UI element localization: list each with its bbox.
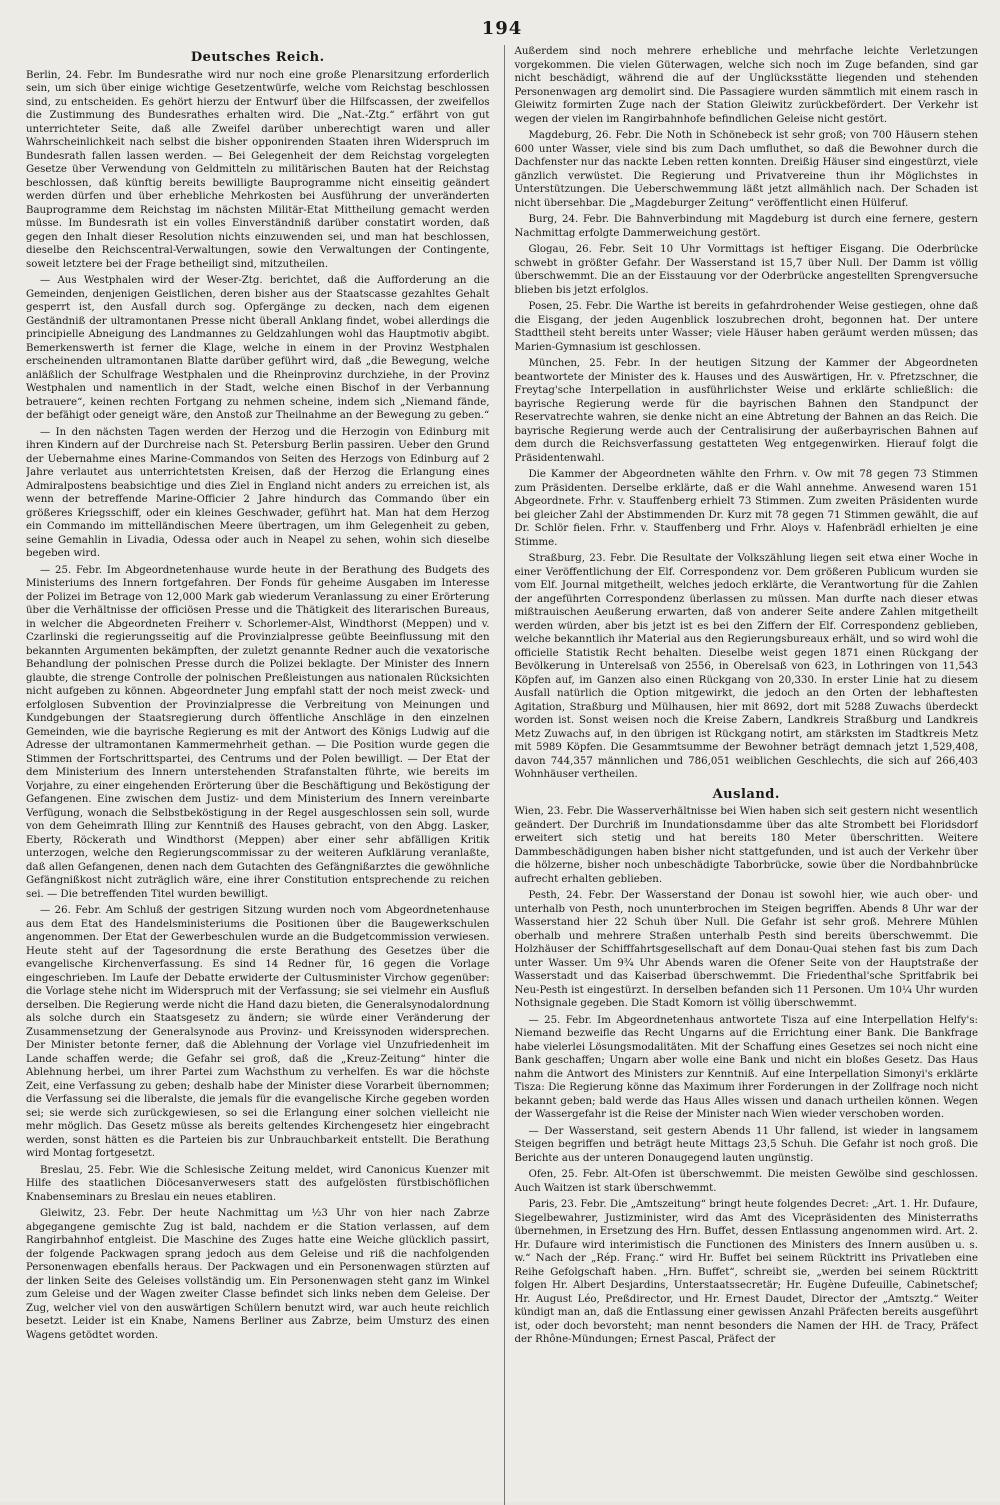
article-glogau: Glogau, 26. Febr. Seit 10 Uhr Vormittags ist heftiger Eisgang. Die Oderbrücke schwebt in größter Gefahr. Der Wasserstand ist 15,7 über Null. Der Damm ist völlig überschwemmt. Die an der Eisstauung vor der Oderbrücke angestellten Sprengversuche blieben bis jetzt erfolglos. — [514, 244, 978, 296]
left-column — [26, 45, 490, 1505]
article-edinburg: — In den nächsten Tagen werden der Herzog und die Herzogin von Edinburg mit ihren Kindern auf der Durchreise nach St. Petersburg Berlin passiren. Ueber den Grund der Uebernahme eines Marine-Commandos von Seiten des Herzogs von Edinburg auf 2 Jahre verlautet aus unterrichtetsten Kreisen, daß der Herzog die Erlangung eines Admiralpostens beabsichtige und dies Ziel in England nicht anders zu erreichen ist, als wenn der betreffende Marine-Officier 2 Jahre hindurch das Commando über ein größeres Kriegsschiff, oder ein kleines Geschwader, geführt hat. Man hat dem Herzog ein Commando im mittelländischen Meere übertragen, um ihm Gelegenheit zu geben, seine Gemahlin in Livadia, Odessa oder auch in Neapel zu sehen, wohin sich dieselbe begeben wird. — [26, 426, 490, 559]
article-berlin-26: — 26. Febr. Am Schluß der gestrigen Sitzung wurden noch vom Abgeordnetenhause aus dem Etat des Handelsministeriums die Positionen über die Baugewerkschulen angenommen. Der Etat der Gewerbeschulen wurde an die Budgetcommission verwiesen. Heute steht auf der Tagesordnung die erste Berathung des Gesetzes über die evangelische Kirchenverfassung. Es sind 14 Redner für, 16 gegen die Vorlage eingeschrieben. Im Laufe der Debatte erwiderte der Cultusminister Virchow gegenüber: die Vorlage stehe nicht im Widerspruch mit der Verfassung; sie sei vielmehr ein Ausfluß derselben. Die Regierung werde nicht die Hand dazu bieten, die Generalsynodalordnung als solche durch ein Staatsgesetz zu ändern; sie würde einer Veränderung der Zusammensetzung der Generalsynode aus Provinz- und Kreissynoden widersprechen. Der Minister betonte ferner, daß die Ablehnung der Vorlage viel Unzufriedenheit im Lande schaffen werde; die Gefahr sei groß, daß die „Kreuz-Zeitung“ hinter die Ablehnung herbei, um ihrer Partei zum Wachsthum zu verhelfen. Es war die höchste Zeit, eine Verfassung zu geben; deshalb habe der Minister diese Vorarbeit übernommen; die Verfassung sei die liberalste, die jemals für die evangelische Kirche gegeben worden sei; sie werde sich zurückgewiesen, so sei die Erlangung einer solchen vielleicht nie mehr möglich. Das Gesetz müsse als bereits geltendes Kirchengesetz hier eingebracht werden, sonst hätten es die Parteien bis zur Unbrauchbarkeit entstellt. Die Berathung wird Montag fortgesetzt. — [26, 905, 490, 1159]
article-strassburg: Straßburg, 23. Febr. Die Resultate der Volkszählung liegen seit etwa einer Woche in einer Veröffentlichung der Elf. Correspondenz vor. Dem größeren Publicum wurden sie vom Elf. Journal mitgetheilt, welches jedoch erklärte, die Verantwortung für die Zahlen der angeführten Correspondenz überlassen zu müssen. Man durfte nach dieser etwas mißtrauischen Aeußerung erwarten, daß von anderer Seite andere Zahlen mitgetheilt werden würden, aber bis jetzt ist es bei den Ziffern der Elf. Correspondenz geblieben, welche bekanntlich ihr Material aus den Regierungsbureaux erhält, und so wird wohl die officielle Statistik Recht behalten. Dieselbe weist gegen 1871 einen Rückgang der Bevölkerung in Unterelsaß von 2556, in Oberelsaß von 623, in Lothringen von 11,543 Köpfen auf, im Ganzen also einen Rückgang von 20,330. In erster Linie hat zu diesem Ausfall natürlich die Option mitgewirkt, die jedoch an den Orten der lebhaftesten Agitation, Straßburg und Mülhausen, hier mit 8692, dort mit 5288 Zuwachs überdeckt worden ist. Sonst weisen noch die Kreise Zabern, Landkreis Straßburg und Landkreis Metz Zuwachs auf, in den übrigen ist Rückgang notirt, am stärksten im Stadtkreis Metz mit 5989 Köpfen. Die Gesammtsumme der Bewohner beträgt demnach jetzt 1,529,408, davon 744,357 männlichen und 786,051 weiblichen Geschlechts, die sich auf 266,403 Wohnhäuser vertheilen. — [514, 553, 978, 780]
section-title-ausland: Ausland. — [712, 786, 780, 802]
article-pesth: Pesth, 24. Febr. Der Wasserstand der Donau ist sowohl hier, wie auch ober- und unterhalb von Pesth, noch ununterbrochen im Steigen begriffen. Abends 8 Uhr war der Wasserstand hier 22 Schuh über Null. Die Gefahr ist sehr groß. Mehrere Mühlen oberhalb und mehrere Straßen unterhalb Pesth sind bereits überschwemmt. Die Holzhäuser der Schifffahrtsgesellschaft auf dem Donau-Quai stehen fast bis zum Dach unter Wasser. Um 9¾ Uhr Abends waren die Ofener Seite von der Hauptstraße der Wasserstadt und das Kaiserbad überschwemmt. Die Friedenthal'sche Spritfabrik bei Neu-Pesth ist eingestürzt. In derselben befanden sich 11 Personen. Um 10¼ Uhr wurden Nothsignale gegeben. Die Stadt Komorn ist völlig überschwemmt. — [514, 890, 978, 1009]
article-gleiwitz: Gleiwitz, 23. Febr. Der heute Nachmittag um ½3 Uhr von hier nach Zabrze abgegangene gemischte Zug ist bald, nachdem er die Station verlassen, auf dem Rangirbahnhof entgleist. Die Maschine des Zuges hatte eine Weiche glücklich passirt, der folgende Packwagen sprang jedoch aus dem Geleise und riß die nachfolgenden Personenwagen ebenfalls heraus. Der Packwagen und ein Personenwagen stürzten auf der linken Seite des Geleises vollständig um. Ein Personenwagen steht ganz im Winkel zum Geleise und der Wagen zweiter Classe befindet sich links neben dem Geleise. Der Zug, welcher viel von den auswärtigen Schülern benutzt wird, war auch heute reichlich besetzt. Leider ist ein Knabe, Namens Berliner aus Zabrze, beim Umsturz des einen Wagens getödtet worden. — [26, 1208, 490, 1341]
article-paris: Paris, 23. Febr. Die „Amtszeitung“ bringt heute folgendes Decret: „Art. 1. Hr. Dufaure, Siegelbewahrer, Justizminister, wird das Amt des Vicepräsidenten des Ministerraths übernehmen, in Ersetzung des Hrn. Buffet, dessen Entlassung angenommen wird. Art. 2. Hr. Dufaure wird interimistisch die Functionen des Ministers des Innern ausüben u. s. w.“ Nach der „Rép. Franç.“ wird Hr. Buffet bei seinem Rücktritt ins Privatleben eine Reihe Gefolgschaft haben. „Hrn. Buffet“, schreibt sie, „werden bei seinem Rücktritt folgen Hr. Albert Desjardins, Unterstaatssecretär; Hr. Eugène Dufeuille, Cabinetschef; Hr. August Léo, Preßdirector, und Hr. Ernest Daudet, Director der „Amtsztg.“ Weiter kündigt man an, daß die Entlassung einer gewissen Anzahl Präfecten bereits ausgeführt ist, oder doch bevorsteht; man nennt besonders die Namen der HH. de Tracy, Präfect der Rhône-Mündungen; Ernest Pascal, Präfect der — [514, 1199, 978, 1345]
article-pesth-25: — 25. Febr. Im Abgeordnetenhaus antwortete Tisza auf eine Interpellation Helfy's: Niemand bezweifle das Recht Ungarns auf die Errichtung einer Bank. Die Bankfrage habe vielerlei Lösungsmodalitäten. Mit der Schaffung eines Gesetzes sei noch nicht eine Bank geschaffen; Ungarn aber wolle eine Bank und nicht ein bloßes Gesetz. Das Haus nahm die Antwort des Ministers zur Kenntniß. Auf eine Interpellation Simonyi's erklärte Tisza: Die Regierung könne das Maximum ihrer Forderungen in der Zollfrage noch nicht bekannt geben; bald werde das Haus Alles wissen und danach urtheilen können. Wegen der Wassergefahr ist die Reise der Minister nach Wien wieder verschoben worden. — [514, 1014, 978, 1120]
columns — [26, 45, 978, 1505]
article-posen: Posen, 25. Febr. Die Warthe ist bereits in gefahrdrohender Weise gestiegen, ohne daß die Eisgang, der jeden Augenblick loszubrechen droht, begonnen hat. Der untere Stadttheil steht bereits unter Wasser; viele Häuser haben geräumt werden müssen; das Marien-Gymnasium ist geschlossen. — [514, 301, 978, 353]
article-wien: Wien, 23. Febr. Die Wasserverhältnisse bei Wien haben sich seit gestern nicht wesentlich geändert. Der Durchriß im Inundationsdamme über das alte Strombett bei Floridsdorf erweitert sich stetig und hat bereits 180 Meter überschritten. Weitere Dammbeschädigungen haben bisher nicht stattgefunden, und ist auch der Verkehr über die hölzerne, bisher noch unbeschädigte Taborbrücke, sowie über die Nordbahnbrücke aufrecht erhalten geblieben. — [514, 806, 978, 885]
article-magdeburg: Magdeburg, 26. Febr. Die Noth in Schönebeck ist sehr groß; von 700 Häusern stehen 600 unter Wasser, viele sind bis zum Dach umfluthet, so daß die Bewohner durch die Dachfenster nur das nackte Leben retten konnten. Dreißig Häuser sind eingestürzt, viele gänzlich verwüstet. Die Regierung und Privatvereine thun ihr Möglichstes in Unterstützungen. Die Ueberschwemmung läßt jetzt allmählich nach. Der Schaden ist nicht übersehbar. Die „Magdeburger Zeitung“ veröffentlicht einen Hülferuf. — [514, 130, 978, 209]
article-ofen: Ofen, 25. Febr. Alt-Ofen ist überschwemmt. Die meisten Gewölbe sind geschlossen. Auch Waitzen ist stark überschwemmt. — [514, 1169, 978, 1194]
right-column — [504, 45, 979, 1505]
article-westphalen: — Aus Westphalen wird der Weser-Ztg. berichtet, daß die Aufforderung an die Gemeinden, denjenigen Geistlichen, deren bisher aus der Staatscasse gezahltes Gehalt gesperrt ist, den Ausfall durch sog. Opfergänge zu decken, nach dem eigenen Geständniß der ultramontanen Presse nicht überall Anklang findet, wobei allerdings die principielle Abneigung des Landmannes zu Geldzahlungen wohl das Hauptmotiv abgibt. Bemerkenswerth ist ferner die Klage, welche in einem in der Provinz Westphalen erscheinenden ultramontanen Blatte darüber geführt wird, daß „die Bewegung, welche anläßlich der Schulfrage Westphalen und die Rheinprovinz durchziehe, in der Provinz Westphalen und namentlich in der Stadt, welche einen Bischof in der Verbannung betrauere“, keinen rechten Fortgang zu nehmen scheine, indem sich „Niemand fände, der befähigt oder geneigt wäre, den Anstoß zur Theilnahme an der Bewegung zu geben.“ — [26, 275, 490, 421]
article-breslau: Breslau, 25. Febr. Wie die Schlesische Zeitung meldet, wird Canonicus Kuenzer mit Hilfe des staatlichen Diöcesanverwesers statt des aufgelösten fürstbischöflichen Knabenseminars zu Breslau ein neues etabliren. — [26, 1164, 490, 1203]
article-burg: Burg, 24. Febr. Die Bahnverbindung mit Magdeburg ist durch eine fernere, gestern Nachmittag erfolgte Dammerweichung gestört. — [514, 214, 978, 239]
article-muenchen-kammer: Die Kammer der Abgeordneten wählte den Frhrn. v. Ow mit 78 gegen 73 Stimmen zum Präsidenten. Derselbe erklärte, daß er die Wahl annehme. Anwesend waren 151 Abgeordnete. Frhr. v. Stauffenberg erhielt 73 Stimmen. Zum zweiten Präsidenten wurde bei gleicher Zahl der Abstimmenden Dr. Kurz mit 78 gegen 71 Stimmen gewählt, die auf Dr. Schlör fielen. Frhr. v. Stauffenberg und Frhr. Aloys v. Hafenbrädl erhielten je eine Stimme. — [514, 469, 978, 548]
article-berlin-24: Berlin, 24. Febr. Im Bundesrathe wird nur noch eine große Plenarsitzung erforderlich sein, um sich über einige wichtige Gesetzentwürfe, welche vom Reichstag beschlossen sind, zu entscheiden. Es gehört hierzu der Entwurf über die Hilfscassen, der zweifellos die Zustimmung des Bundesrathes erhalten wird. Die „Nat.-Ztg.“ erfährt von gut unterrichteter Seite, daß alle Zweifel darüber unberechtigt waren und aller Wahrscheinlichkeit nach selbst die bisher opponirenden Staaten ihren Widerspruch im Bundesrath fallen lassen werden. — Bei Gelegenheit der dem Reichstag vorgelegten Gesetze über Verwendung von Geldmitteln zu militärischen Bauten hat der Reichstag beschlossen, daß künftig bereits bewilligte Bauprogramme nicht einseitig geändert werden dürfen und über erhebliche Mehrkosten bei Ausführung der unveränderten Bauprogramme dem Reichstag im nächsten Militär-Etat Mittheilung gemacht werden müsse. Im Bundesrath ist ein volles Einverständniß darüber constatirt worden, daß gegen den Inhalt dieser Resolution nichts einzuwenden sei, und man hat beschlossen, dieselbe den Reichscentral-Verwaltungen, sowie den Verwaltungen der Contingente, soweit letztere bei der Frage betheiligt sind, mitzutheilen. — [26, 69, 490, 270]
page-number: 194 — [481, 18, 523, 39]
section-title-deutsches-reich: Deutsches Reich. — [190, 50, 325, 65]
article-gleiwitz-continued: Außerdem sind noch mehrere erhebliche und mehrfache leichte Verletzungen vorgekommen. Die vielen Güterwagen, welche sich noch im Zuge befanden, sind gar nicht beschädigt, während die auf der Unglücksstätte liegenden und stehenden Personenwagen arg demolirt sind. Die Passagiere wurden sämmtlich mit einem rasch in Gleiwitz formirten Zuge nach der Station Gleiwitz zurückbefördert. Der Verkehr ist wegen der vielen im Rangirbahnhofe befindlichen Geleise nicht gestört. — [514, 46, 978, 125]
article-wasserstand: — Der Wasserstand, seit gestern Abends 11 Uhr fallend, ist wieder in langsamem Steigen begriffen und beträgt heute Mittags 23,5 Schuh. Die Gefahr ist noch groß. Die Berichte aus der unteren Donaugegend lauten ungünstig. — [514, 1125, 978, 1164]
article-muenchen: München, 25. Febr. In der heutigen Sitzung der Kammer der Abgeordneten beantwortete der Minister des k. Hauses und des Auswärtigen, Hr. v. Pfretzschner, die Freytag'sche Interpellation in ausführlichster Weise und erklärte schließlich: die bayrische Regierung werde für die bayrischen Bahnen den Standpunct der Reservatrechte wahren, sie denke nicht an eine Abtretung der Bahnen an das Reich. Die bayrische Regierung werde auch der Centralisirung der außerbayrischen Bahnen auf dem durch die Reichsverfassung gestatteten Weg entgegenwirken. Hierauf folgt die Präsidentenwahl. — [514, 358, 978, 464]
article-berlin-25: — 25. Febr. Im Abgeordnetenhause wurde heute in der Berathung des Budgets des Ministeriums des Innern fortgefahren. Der Fonds für geheime Ausgaben im Interesse der Polizei im Betrage von 12,000 Mark gab wiederum Veranlassung zu einer Erörterung über die Verhältnisse der officiösen Presse und die Thätigkeit des literarischen Bureaus, in welcher die Abgeordneten Freiherr v. Schorlemer-Alst, Windthorst (Meppen) und v. Czarlinski die regierungsseitig auf die Provinzialpresse geübte Beeinflussung mit den bekannten Argumenten bekämpften, der zuletzt genannte Redner auch die vexatorische Behandlung der polnischen Presse durch die Polizei beklagte. Der Minister des Innern glaubte, die strenge Controlle der polnischen Preßleistungen aus nationalen Rücksichten nicht aufgeben zu können. Abgeordneter Jung empfahl statt der noch meist zweck- und erfolglosen Subvention der Provinzialpresse die Verbreitung von Meinungen und Kundgebungen der Staatsregierung durch öffentliche Anschläge in den einzelnen Gemeinden, wie die bayrische Regierung es mit der Antwort des Königs Ludwig auf die Adresse der ultramontanen Kammermehrheit gethan. — Die Position wurde gegen die Stimmen der Fortschrittspartei, des Centrums und der Polen bewilligt. — Der Etat der dem Ministerium des Innern unterstehenden Strafanstalten führte, wie bereits im Vorjahre, zu einer eingehenden Erörterung über die Beschäftigung und Beköstigung der Gefangenen. Eine zwischen dem Justiz- und dem Ministerium des Innern vereinbarte Verfügung, wonach die Selbstbeköstigung in der Regel ausgeschlossen sein soll, wurde von dem Geheimrath Illing zur Kenntniß des Hauses gebracht, von den Abgg. Lasker, Eberty, Röckerath und Windthorst (Meppen) aber einer sehr abfälligen Kritik unterzogen, welche den Regierungscommissar zu der weiteren Aufklärung veranlaßte, daß allen Gefangenen, denen nach dem Gutachten des Gefängnißarztes die gewöhnliche Gefängnißkost nicht zuträglich wäre, eine ihrer Constitution entsprechende zu reichen sei. — Die betreffenden Titel wurden bewilligt. — [26, 564, 490, 900]
